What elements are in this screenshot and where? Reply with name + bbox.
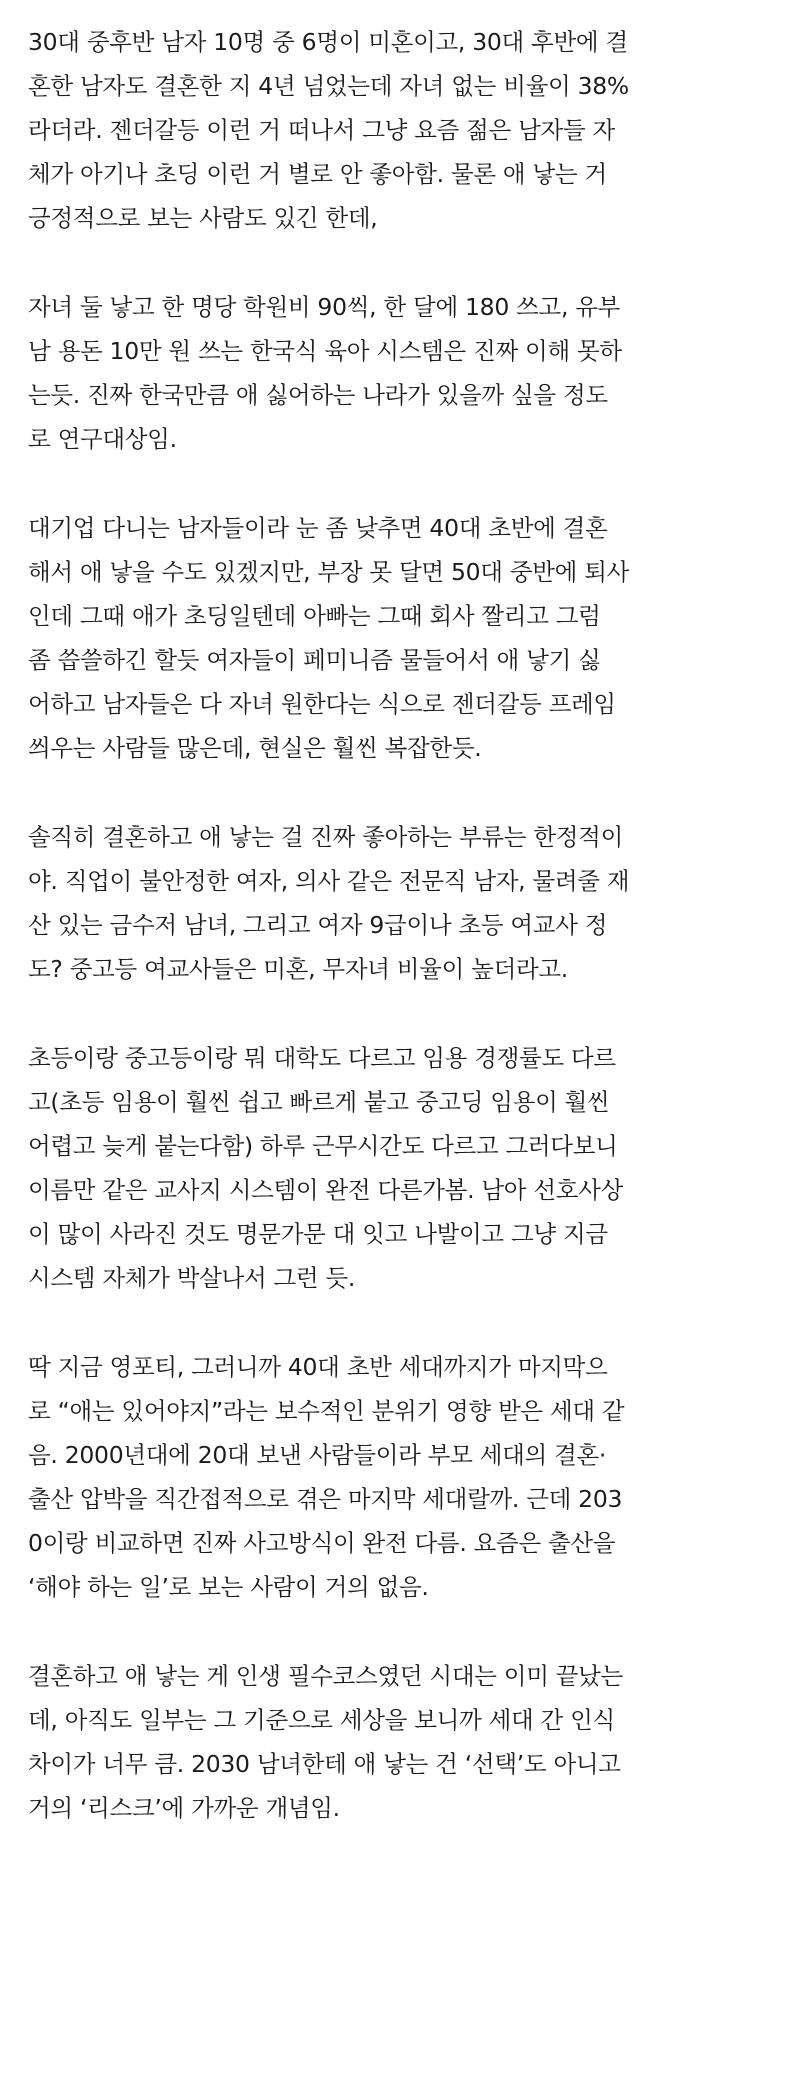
text-line: 는듯. 진짜 한국만큼 애 싫어하는 나라가 있을까 싶을 정도 — [28, 381, 608, 409]
text-line: 해서 애 낳을 수도 있겠지만, 부장 못 달면 50대 중반에 퇴사 — [28, 558, 629, 586]
text-line: 시스템 자체가 박살나서 그런 듯. — [28, 1264, 356, 1292]
text-line: 씌우는 사람들 많은데, 현실은 훨씬 복잡한듯. — [28, 734, 482, 762]
text-line: 딱 지금 영포티, 그러니까 40대 초반 세대까지가 마지막으 — [28, 1353, 608, 1381]
text-line: 0이랑 비교하면 진짜 사고방식이 완전 다름. 요즘은 출산을 — [28, 1529, 616, 1557]
paragraph-2 — [28, 285, 758, 461]
text-line: 라더라. 젠더갈등 이런 거 떠나서 그냥 요즘 젊은 남자들 자 — [28, 116, 615, 144]
text-line: 도? 중고등 여교사들은 미혼, 무자녀 비율이 높더라고. — [28, 955, 568, 983]
text-line: 초등이랑 중고등이랑 뭐 대학도 다르고 임용 경쟁률도 다르 — [28, 1044, 616, 1072]
text-line: 체가 아기나 초딩 이런 거 별로 안 좋아함. 물론 애 낳는 거 — [28, 160, 607, 188]
text-line: 음. 2000년대에 20대 보낸 사람들이라 부모 세대의 결혼· — [28, 1441, 607, 1469]
text-line: 자녀 둘 낳고 한 명당 학원비 90씩, 한 달에 180 쓰고, 유부 — [28, 293, 621, 321]
text-line: 인데 그때 애가 초딩일텐데 아빠는 그때 회사 짤리고 그럼 — [28, 602, 601, 630]
text-line: 데, 아직도 일부는 그 기준으로 세상을 보니까 세대 간 인식 — [28, 1706, 615, 1734]
text-line: 좀 씁쓸하긴 할듯 여자들이 페미니즘 물들어서 애 낳기 싫 — [28, 646, 601, 674]
paragraph-6 — [28, 1345, 758, 1609]
text-line: 로 “애는 있어야지”라는 보수적인 분위기 영향 받은 세대 같 — [28, 1397, 625, 1425]
text-line: 이 많이 사라진 것도 명문가문 대 잇고 나발이고 그냥 지금 — [28, 1220, 608, 1248]
text-line: 혼한 남자도 결혼한 지 4년 넘었는데 자녀 없는 비율이 38% — [28, 72, 629, 100]
text-line: 로 연구대상임. — [28, 425, 177, 453]
text-line: 30대 중후반 남자 10명 중 6명이 미혼이고, 30대 후반에 결 — [28, 28, 628, 56]
text-line: ‘해야 하는 일’로 보는 사람이 거의 없음. — [28, 1573, 429, 1601]
paragraph-3 — [28, 506, 758, 770]
text-line: 남 용돈 10만 원 쓰는 한국식 육아 시스템은 진짜 이해 못하 — [28, 337, 622, 365]
paragraph-4 — [28, 815, 758, 991]
text-line: 고(초등 임용이 훨씬 쉽고 빠르게 붙고 중고딩 임용이 훨씬 — [28, 1088, 610, 1116]
text-line: 어렵고 늦게 붙는다함) 하루 근무시간도 다르고 그러다보니 — [28, 1132, 618, 1160]
text-line: 결혼하고 애 낳는 게 인생 필수코스였던 시대는 이미 끝났는 — [28, 1662, 623, 1690]
text-line: 산 있는 금수저 남녀, 그리고 여자 9급이나 초등 여교사 정 — [28, 911, 608, 939]
paragraph-5 — [28, 1036, 758, 1300]
text-line: 대기업 다니는 남자들이라 눈 좀 낮추면 40대 초반에 결혼 — [28, 514, 608, 542]
text-line: 이름만 같은 교사지 시스템이 완전 다른가봄. 남아 선호사상 — [28, 1176, 623, 1204]
text-line: 출산 압박을 직간접적으로 겪은 마지막 세대랄까. 근데 203 — [28, 1485, 623, 1513]
paragraph-7 — [28, 1654, 758, 1830]
text-line: 거의 ‘리스크’에 가까운 개념임. — [28, 1794, 340, 1822]
paragraph-1 — [28, 20, 758, 240]
text-line: 솔직히 결혼하고 애 낳는 걸 진짜 좋아하는 부류는 한정적이 — [28, 823, 623, 851]
text-line: 긍정적으로 보는 사람도 있긴 한데, — [28, 204, 378, 232]
text-line: 야. 직업이 불안정한 여자, 의사 같은 전문직 남자, 물려줄 재 — [28, 867, 630, 895]
text-line: 어하고 남자들은 다 자녀 원한다는 식으로 젠더갈등 프레임 — [28, 690, 616, 718]
text-line: 차이가 너무 큼. 2030 남녀한테 애 낳는 건 ‘선택’도 아니고 — [28, 1750, 621, 1778]
